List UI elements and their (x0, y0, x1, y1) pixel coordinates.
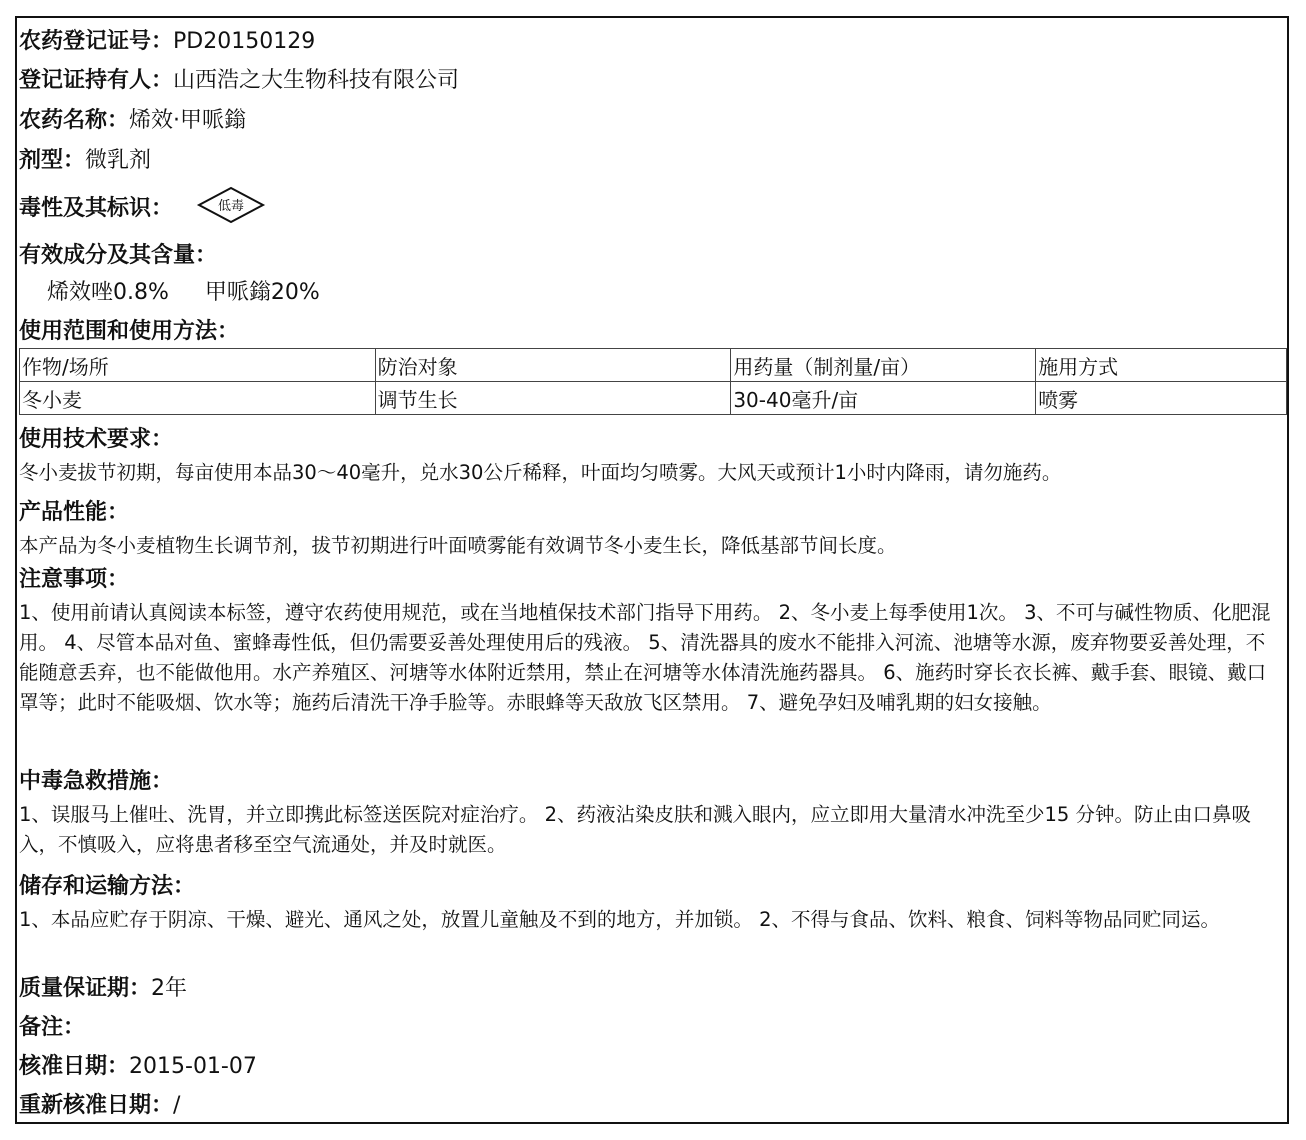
formulation-row (19, 147, 1285, 175)
remarks-label: 备注： (19, 1015, 86, 1040)
storage-label: 储存和运输方法： (19, 874, 196, 899)
first-aid-label: 中毒急救措施： (19, 769, 174, 794)
ingredients-heading (19, 242, 1285, 270)
technical-label: 使用技术要求： (19, 427, 174, 452)
cell-method: 喷雾 (1036, 382, 1287, 415)
header-cell-target: 防治对象 (375, 349, 731, 382)
pesticide-name-value: 烯效·甲哌鎓 (129, 108, 247, 133)
holder-row (19, 67, 1285, 95)
precautions-label: 注意事项： (19, 567, 130, 592)
cell-crop: 冬小麦 (20, 382, 376, 415)
registration-number-value: PD20150129 (173, 29, 316, 54)
pesticide-label-document (15, 16, 1289, 1124)
ingredients-label: 有效成分及其含量： (19, 243, 218, 268)
usage-label: 使用范围和使用方法： (19, 319, 240, 344)
reapproval-date-row (19, 1092, 1285, 1120)
pesticide-name-row (19, 107, 1285, 135)
holder-label: 登记证持有人： (19, 68, 174, 93)
header-cell-crop: 作物/场所 (20, 349, 376, 382)
toxicity-row (19, 186, 1285, 232)
cell-dosage: 30-40毫升/亩 (731, 382, 1036, 415)
usage-table (19, 348, 1287, 415)
approval-date-label: 核准日期： (19, 1054, 130, 1079)
shelf-life-row (19, 975, 1285, 1003)
ingredient-item: 甲哌鎓20% (204, 280, 320, 305)
storage-heading (19, 873, 1285, 901)
header-cell-method: 施用方式 (1036, 349, 1287, 382)
ingredients-list (47, 279, 1285, 307)
approval-date-value: 2015-01-07 (129, 1054, 257, 1079)
header-cell-dosage: 用药量（制剂量/亩） (731, 349, 1036, 382)
performance-label: 产品性能： (19, 500, 130, 525)
performance-text: 本产品为冬小麦植物生长调节剂，拔节初期进行叶面喷雾能有效调节冬小麦生长，降低基部节间长度。 (19, 534, 897, 557)
precautions-text: 1、使用前请认真阅读本标签，遵守农药使用规范，或在当地植保技术部门指导下用药。 2、冬小麦上每季使用1次。 3、不可与碱性物质、化肥混用。 4、尽管本品对鱼、蜜蜂毒性低，但仍需要妥善处理使用后的残液。 5、清洗器具的废水不能排入河流、池塘等水源，废弃物要妥善处理，不能随意丢弃，也不能做他用。水产养殖区、河塘等水体附近禁用，禁止在河塘等水体清洗施药器具。 6、施药时穿长衣长裤、戴手套、眼镜、戴口罩等；此时不能吸烟、饮水等；施药后清洗干净手脸等。赤眼蜂等天敌放飞区禁用。 7、避免孕妇及哺乳期的妇女接触。 (19, 601, 1271, 714)
approval-date-row (19, 1053, 1285, 1081)
table-row (20, 382, 1287, 415)
shelf-life-label: 质量保证期： (19, 976, 152, 1001)
formulation-label: 剂型： (19, 148, 86, 173)
pesticide-name-label: 农药名称： (19, 108, 130, 133)
technical-heading (19, 426, 1285, 454)
precautions-heading (19, 566, 1285, 594)
reapproval-date-value: / (173, 1093, 181, 1118)
registration-number-row (19, 28, 1285, 56)
shelf-life-value: 2年 (151, 976, 188, 1001)
toxicity-label: 毒性及其标识： (19, 196, 174, 221)
performance-heading (19, 499, 1285, 527)
registration-number-label: 农药登记证号： (19, 29, 174, 54)
holder-value: 山西浩之大生物科技有限公司 (173, 68, 460, 93)
low-toxicity-badge-icon (196, 186, 266, 232)
usage-heading (19, 318, 1285, 346)
table-header-row (20, 349, 1287, 382)
first-aid-heading (19, 768, 1285, 796)
cell-target: 调节生长 (375, 382, 731, 415)
technical-text: 冬小麦拔节初期，每亩使用本品30～40毫升，兑水30公斤稀释，叶面均匀喷雾。大风天或预计1小时内降雨，请勿施药。 (19, 461, 1062, 484)
formulation-value: 微乳剂 (85, 148, 152, 173)
low-toxicity-badge-text: 低毒 (218, 199, 245, 214)
remarks-row (19, 1014, 1285, 1042)
reapproval-date-label: 重新核准日期： (19, 1093, 174, 1118)
storage-text: 1、本品应贮存于阴凉、干燥、避光、通风之处，放置儿童触及不到的地方，并加锁。 2、不得与食品、饮料、粮食、饲料等物品同贮同运。 (19, 908, 1221, 931)
first-aid-text: 1、误服马上催吐、洗胃，并立即携此标签送医院对症治疗。 2、药液沾染皮肤和溅入眼内，应立即用大量清水冲洗至少15 分钟。防止由口鼻吸入，不慎吸入，应将患者移至空气流通处，并及时就医。 (19, 803, 1252, 856)
ingredient-item: 烯效唑0.8% (47, 280, 169, 305)
